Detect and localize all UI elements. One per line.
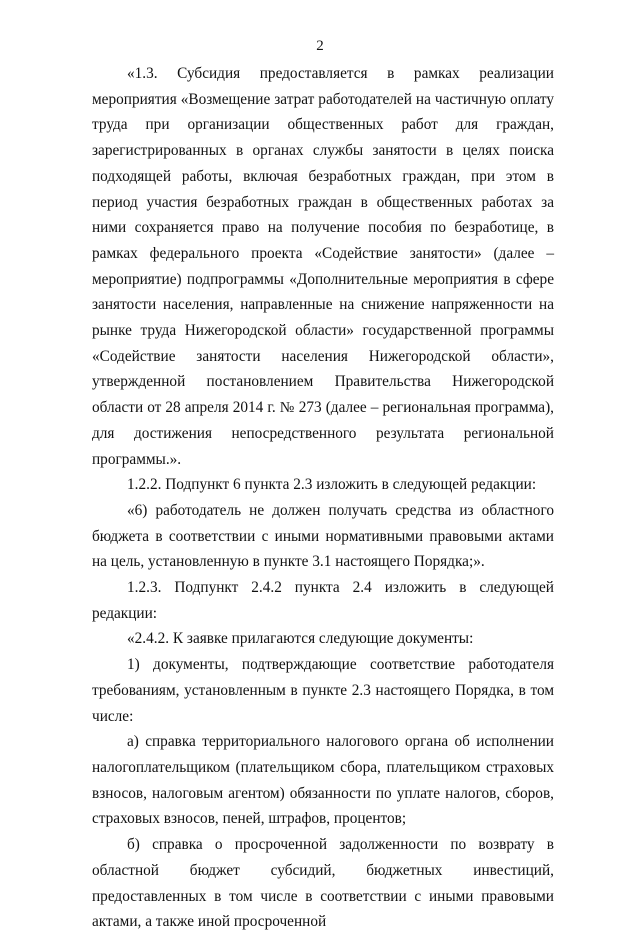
document-body (92, 61, 554, 935)
paragraph-amendment-1-2-2: 1.2.2. Подпункт 6 пункта 2.3 изложить в следующей редакции: (127, 476, 537, 494)
paragraph-list-item-b: б) справка о просроченной задолженности по возврату в областной бюджет субсидий, бюджетных инвестиций, предоставленных в том числе в соответствии с иными правовыми актами, а также иной просроченной (92, 836, 554, 931)
paragraph-amendment-1-2-3: 1.2.3. Подпункт 2.4.2 пункта 2.4 изложить в следующей редакции: (92, 579, 554, 622)
paragraph-subitem-2-4-2: «2.4.2. К заявке прилагаются следующие документы: (127, 630, 474, 648)
page-number: 2 (316, 38, 324, 54)
paragraph-list-item-a: а) справка территориального налогового органа об исполнении налогоплательщиком (плательщиком сбора, плательщиком страховых взносов, налоговым агентом) обязанности по уплате налогов, сборов, страховых взносов, пеней, штрафов, процентов; (92, 733, 554, 828)
paragraph-list-item-1: 1) документы, подтверждающие соответствие работодателя требованиям, установленным в пункте 2.3 настоящего Порядка, в том числе: (92, 656, 554, 725)
paragraph-subsidy-clause: «1.3. Субсидия предоставляется в рамках реализации мероприятия «Возмещение затрат работодателей на частичную оплату труда при организации общественных работ для граждан, зарегистрированных в органах службы занятости в целях поиска подходящей работы, включая безработных граждан, при этом в период участия безработных граждан в общественных работах за ними сохраняется право на получение пособия по безработице, в рамках федерального проекта «Содействие занятости» (далее – мероприятие) подпрограммы «Дополнительные мероприятия в сфере занятости населения, направленные на снижение напряженности на рынке труда Нижегородской области» государственной программы «Содействие занятости населения Нижегородской области», утвержденной постановлением Правительства Нижегородской области от 28 апреля 2014 г. № 273 (далее – региональная программа), для достижения непосредственного результата региональной программы.». (92, 65, 554, 468)
paragraph-subitem-6: «6) работодатель не должен получать средства из областного бюджета в соответствии с иными нормативными правовыми актами на цель, установленную в пункте 3.1 настоящего Порядка;». (92, 501, 554, 571)
